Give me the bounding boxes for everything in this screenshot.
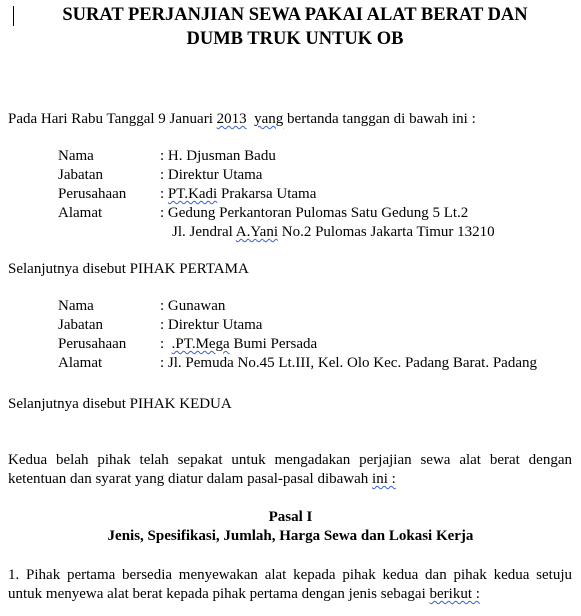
party2-value-nama: : Gunawan [160,298,226,314]
agreement-line-2: ketentuan dan syarat yang diatur dalam pasal-pasal dibawah ini : [8,471,396,487]
party2-value-jabatan: : Direktur Utama [160,317,263,333]
party1-label-jabatan: Jabatan [58,167,103,183]
party2-label-jabatan: Jabatan [58,317,103,333]
spell-flag-company1: PT.Kadi [167,186,218,202]
agreement-line-1: Kedua belah pihak telah sepakat untuk mengadakan perjajian sewa alat berat dengan [8,452,572,468]
spell-flag-berikut: berikut : [429,586,480,602]
spell-flag-ayani: A.Yani [235,224,278,240]
pasal-heading: Pasal I [268,509,313,525]
document-title-line-2: DUMB TRUK UNTUK OB [186,29,404,49]
spell-flag-ini: ini : [372,471,396,487]
party1-label-nama: Nama [58,148,94,164]
party2-label-nama: Nama [58,298,94,314]
party1-value-jabatan: : Direktur Utama [160,167,263,183]
spell-flag-company2: .PT.Mega [171,336,230,352]
party1-label-alamat: Alamat [58,205,103,221]
party2-label-alamat: Alamat [58,355,103,371]
party1-value-nama: : H. Djusman Badu [160,148,276,164]
spell-flag-year: 2013 [216,111,247,127]
opening-paragraph: Pada Hari Rabu Tanggal 9 Januari 2013 yang bertanda tanggan di bawah ini : [8,111,476,127]
document-title-line-1: SURAT PERJANJIAN SEWA PAKAI ALAT BERAT DAN [62,5,528,25]
party2-value-perusahaan: : .PT.Mega Bumi Persada [160,336,318,352]
pasal-subheading: Jenis, Spesifikasi, Jumlah, Harga Sewa dan Lokasi Kerja [107,528,474,544]
spell-flag-yang: yang [254,111,284,127]
party1-value-alamat: : Gedung Perkantoran Pulomas Satu Gedung 5 Lt.2 [160,205,469,221]
party1-value-perusahaan: : PT.Kadi Prakarsa Utama [160,186,317,202]
party2-designation: Selanjutnya disebut PIHAK KEDUA [8,396,232,412]
pasal-item1-line-2: untuk menyewa alat berat kepada pihak pertama dengan jenis sebagai berikut : [8,586,480,602]
party2-label-perusahaan: Perusahaan [58,336,127,352]
party1-designation: Selanjutnya disebut PIHAK PERTAMA [8,261,249,277]
pasal-item1-line-1: 1. Pihak pertama bersedia menyewakan alat kepada pihak kedua dan pihak kedua setuju [8,567,572,583]
party1-address-line-2: Jl. Jendral A.Yani No.2 Pulomas Jakarta Timur 13210 [172,224,495,240]
party2-value-alamat: : Jl. Pemuda No.45 Lt.III, Kel. Olo Kec. Padang Barat. Padang [160,355,537,371]
party1-label-perusahaan: Perusahaan [58,186,127,202]
